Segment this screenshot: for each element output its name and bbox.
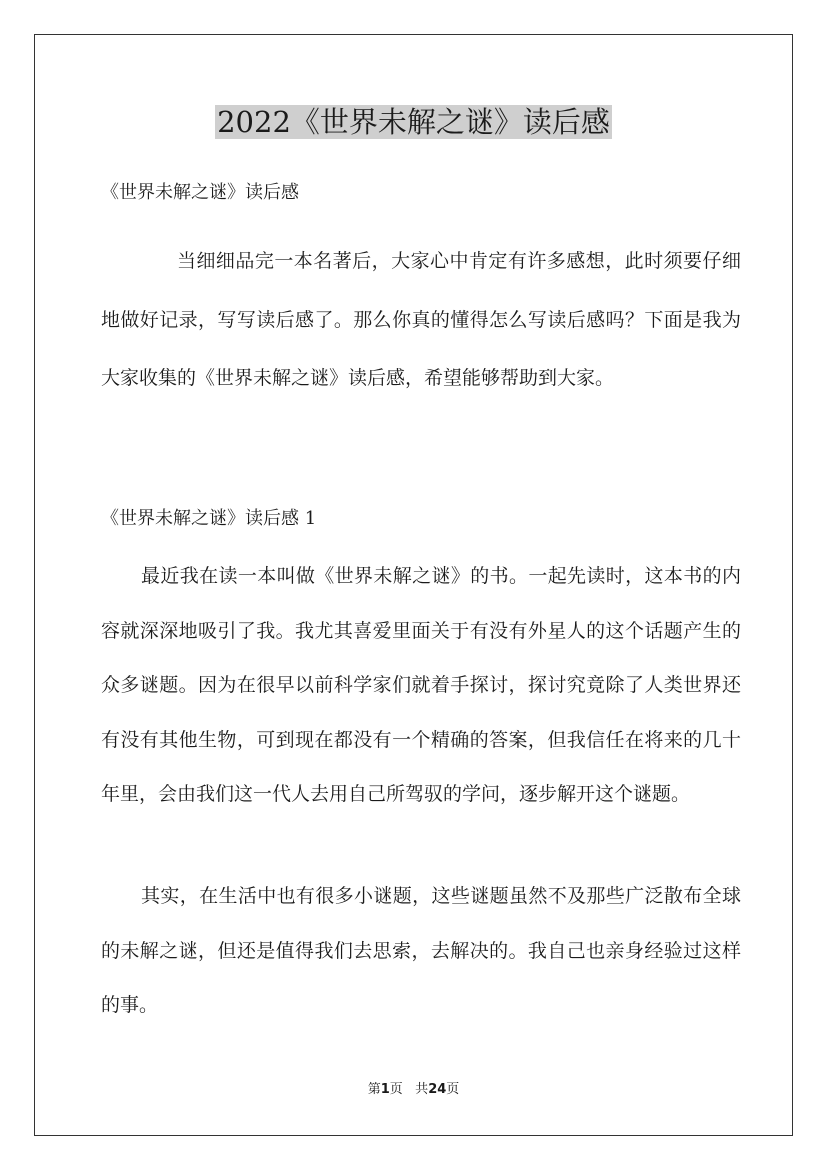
intro-paragraph: 当细细品完一本名著后，大家心中肯定有许多感想，此时须要仔细地做好记录，写写读后感了。那么你真的懂得怎么写读后感吗？下面是我为大家收集的《世界未解之谜》读后感，希望能够帮助到大家。	[101, 250, 741, 389]
section-heading: 《世界未解之谜》读后感 1	[101, 508, 317, 529]
document-title-text: 2022《世界未解之谜》读后感	[217, 105, 610, 139]
footer-total-pages: 24	[428, 1082, 447, 1097]
footer-total-suffix: 页	[446, 1082, 460, 1097]
document-title	[0, 100, 827, 144]
body-paragraph-1: 最近我在读一本叫做《世界未解之谜》的书。一起先读时，这本书的内容就深深地吸引了我。我尤其喜爱里面关于有没有外星人的这个话题产生的众多谜题。因为在很早以前科学家们就着手探讨，探讨究竟除了人类世界还有没有其他生物，可到现在都没有一个精确的答案，但我信任在将来的几十年里，会由我们这一代人去用自己所驾驭的学问，逐步解开这个谜题。	[101, 565, 741, 805]
body-paragraph-2: 其实，在生活中也有很多小谜题，这些谜题虽然不及那些广泛散布全球的未解之谜，但还是值得我们去思索，去解决的。我自己也亲身经验过这样的事。	[101, 885, 741, 1016]
footer-page-prefix: 第	[367, 1082, 381, 1097]
footer-page-suffix: 页	[389, 1082, 403, 1097]
intro-heading: 《世界未解之谜》读后感	[101, 182, 299, 203]
footer-page-number: 1	[380, 1082, 390, 1097]
page-footer	[0, 1081, 827, 1099]
footer-total-prefix: 共	[415, 1082, 429, 1097]
